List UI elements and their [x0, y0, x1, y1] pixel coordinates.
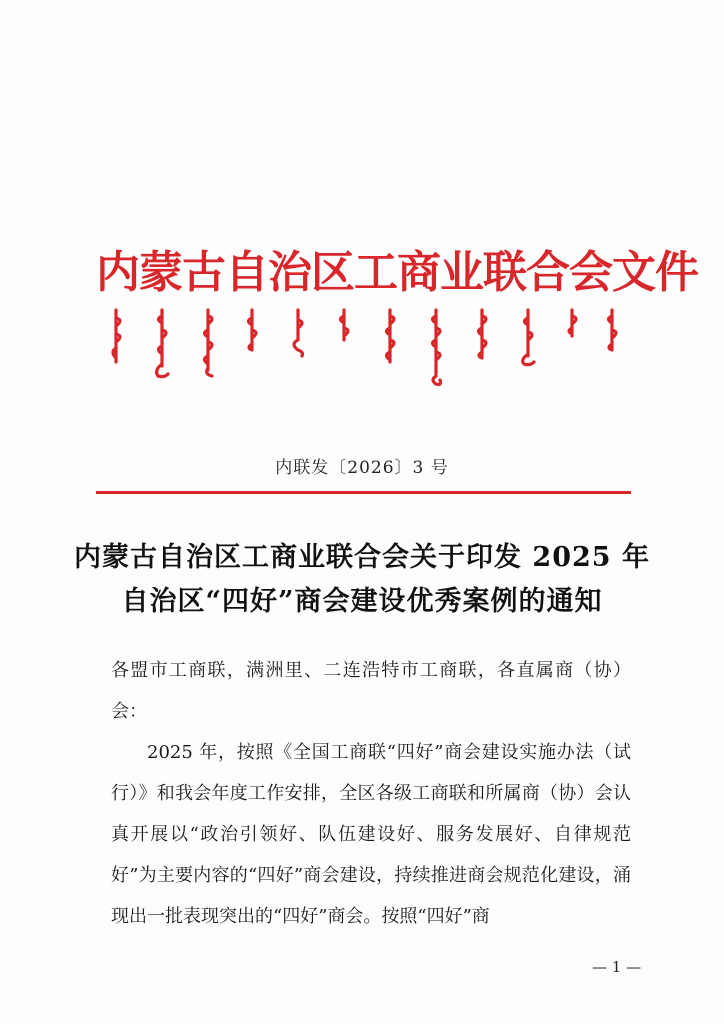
document-body [111, 650, 631, 937]
recipients-paragraph: 各盟市工商联，满洲里、二连浩特市工商联，各直属商（协）会： [111, 660, 631, 722]
red-separator-line [96, 491, 631, 494]
document-title-line-1: 内蒙古自治区工商业联合会关于印发 2025 年 [74, 542, 650, 573]
mongolian-script-header [110, 306, 620, 396]
document-title [0, 536, 724, 624]
document-title-line-2: 自治区“四好”商会建设优秀案例的通知 [121, 586, 603, 617]
page-number: — 1 — [592, 958, 642, 976]
document-number: 内联发〔2026〕3 号 [275, 458, 449, 478]
document-header-title: 内蒙古自治区工商业联合会文件 [96, 247, 698, 298]
body-paragraph-1: 2025 年，按照《全国工商联“四好”商会建设实施办法（试行）》和我会年度工作安排，全区各级工商联和所属商（协）会认真开展以“政治引领好、队伍建设好、服务发展好、自律规范好”为主要内容的“四好”商会建设，持续推进商会规范化建设，涌现出一批表现突出的“四好”商会。按照“四好”商 [111, 742, 631, 927]
